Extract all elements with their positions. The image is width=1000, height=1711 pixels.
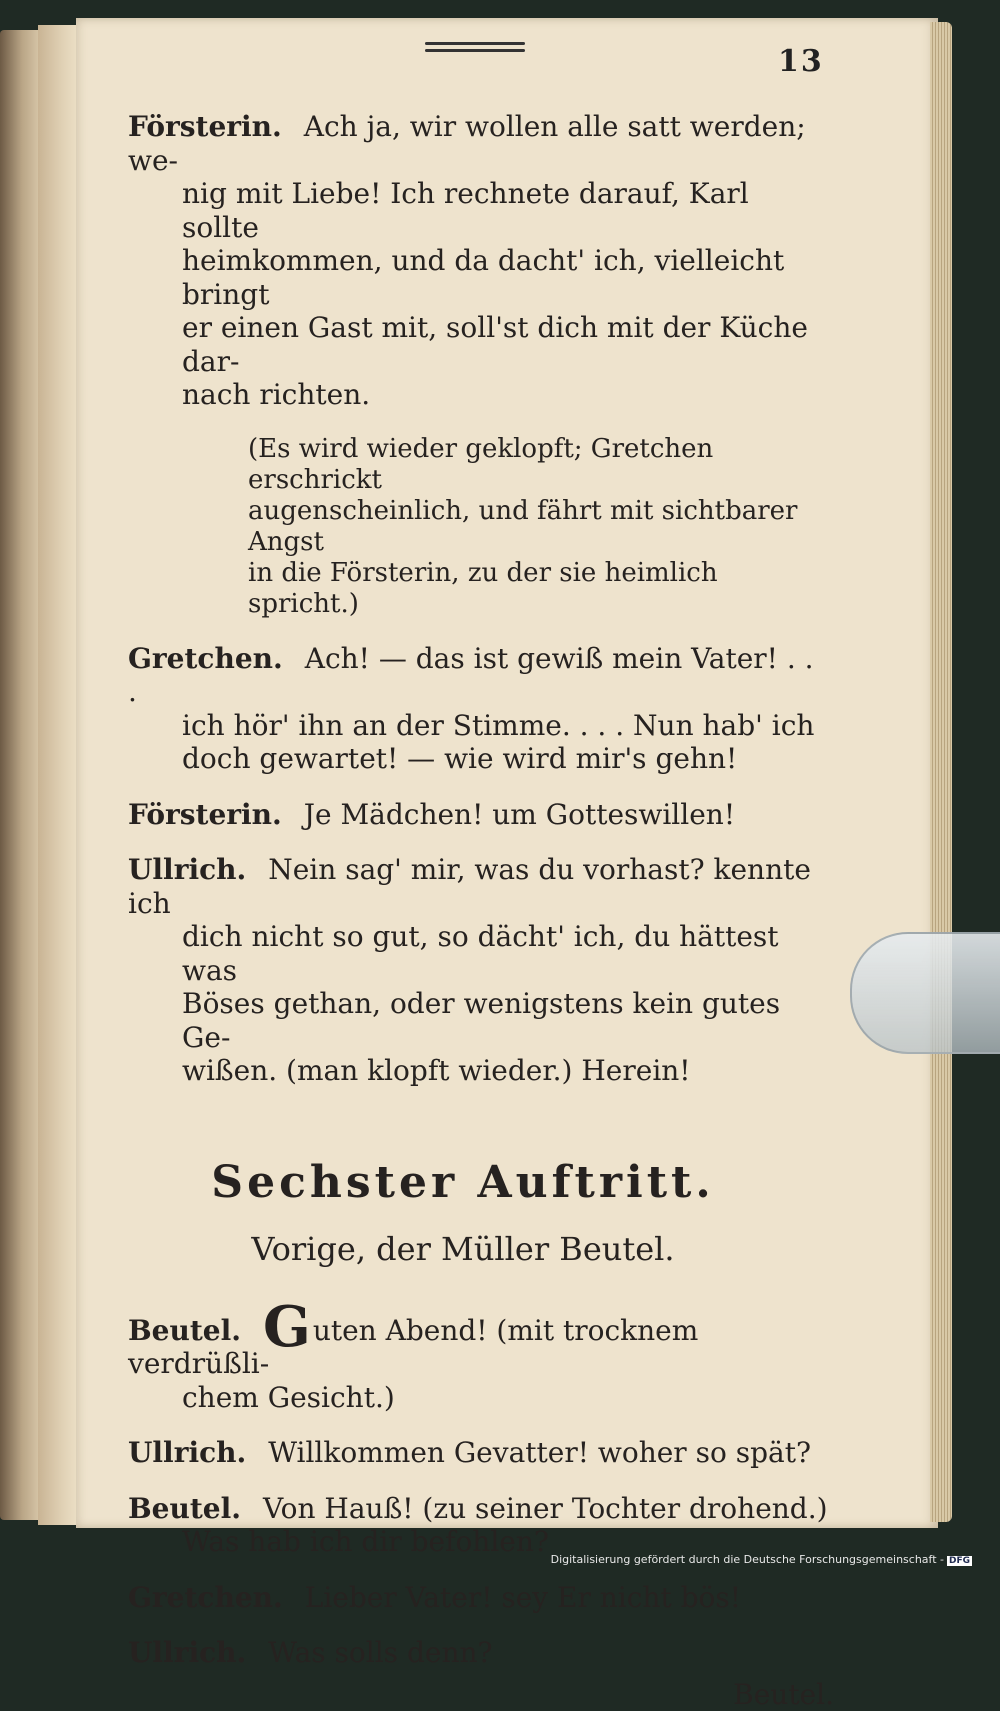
speech-line: Was hab ich dir befohlen?	[128, 1525, 828, 1559]
speech-line: Lieber Vater! sey Er nicht bös!	[305, 1581, 741, 1614]
scene-cast: Vorige, der Müller Beutel.	[128, 1233, 828, 1267]
speech-line: Je Mädchen! um Gotteswillen!	[304, 798, 735, 831]
speech-block	[128, 1581, 828, 1615]
stage-line: augenscheinlich, und fährt mit sichtbarer Angst	[128, 496, 828, 558]
speaker-label: Gretchen.	[128, 642, 283, 675]
page-clip	[850, 932, 1000, 1054]
speech-block	[128, 642, 828, 776]
speech-line: Willkommen Gevatter! woher so spät?	[268, 1436, 811, 1469]
speech-line: chem Gesicht.)	[128, 1381, 828, 1415]
speech-line: Ach! — das ist gewiß mein Vater! . . .	[128, 642, 814, 709]
speech-line: heimkommen, und da dacht' ich, vielleicht bringt	[128, 244, 828, 311]
page-stack-edge	[930, 22, 952, 1522]
speaker-label: Ullrich.	[128, 1636, 246, 1669]
speech-line: nach richten.	[128, 378, 828, 412]
speech-line: doch gewartet! — wie wird mir's gehn!	[128, 742, 828, 776]
scene-heading: Sechster Auftritt.	[128, 1166, 828, 1200]
speech-line: wißen. (man klopft wieder.) Herein!	[128, 1054, 828, 1088]
speaker-label: Ullrich.	[128, 853, 246, 886]
speaker-label: Ullrich.	[128, 1436, 246, 1469]
dfg-logo: DFG	[947, 1556, 972, 1566]
speech-block	[128, 1311, 828, 1415]
stage-line: (Es wird wieder geklopft; Gretchen erschrickt	[128, 434, 828, 496]
speech-block	[128, 853, 828, 1088]
speech-block	[128, 110, 828, 412]
speech-block	[128, 1492, 828, 1559]
speaker-label: Beutel.	[128, 1314, 241, 1347]
speech-block	[128, 1636, 828, 1670]
catchword: Beutel.	[128, 1678, 834, 1711]
stage-direction	[128, 434, 828, 620]
page-number: 13	[778, 44, 824, 79]
speech-line: Ach ja, wir wollen alle satt werden; we-	[128, 110, 806, 177]
speech-line: dich nicht so gut, so dächt' ich, du hättest was	[128, 920, 828, 987]
stage-line: in die Försterin, zu der sie heimlich spricht.)	[128, 558, 828, 620]
header-ornament	[425, 42, 525, 56]
speech-line: Was solls denn?	[268, 1636, 492, 1669]
drop-initial: G	[263, 1294, 311, 1360]
speech-block	[128, 1436, 828, 1470]
speech-line: Böses gethan, oder wenigstens kein gutes Ge-	[128, 987, 828, 1054]
speech-line: Von Hauß! (zu seiner Tochter drohend.)	[263, 1492, 828, 1525]
speaker-label: Beutel.	[128, 1492, 241, 1525]
speech-line: er einen Gast mit, soll'st dich mit der Küche dar-	[128, 311, 828, 378]
page-text	[128, 110, 828, 1711]
speech-line: uten Abend! (mit trocknem verdrüßli-	[128, 1314, 698, 1381]
speech-block	[128, 798, 828, 832]
speech-line: Nein sag' mir, was du vorhast? kennte ich	[128, 853, 811, 920]
speech-line: nig mit Liebe! Ich rechnete darauf, Karl sollte	[128, 177, 828, 244]
speech-line: ich hör' ihn an der Stimme. . . . Nun hab' ich	[128, 709, 828, 743]
speaker-label: Gretchen.	[128, 1581, 283, 1614]
book-gutter	[38, 25, 80, 1525]
facing-page-edge	[0, 30, 40, 1520]
speaker-label: Försterin.	[128, 110, 282, 143]
digitization-footer	[551, 1553, 972, 1566]
footer-text: Digitalisierung gefördert durch die Deutsche Forschungsgemeinschaft -	[551, 1553, 944, 1566]
speaker-label: Försterin.	[128, 798, 282, 831]
